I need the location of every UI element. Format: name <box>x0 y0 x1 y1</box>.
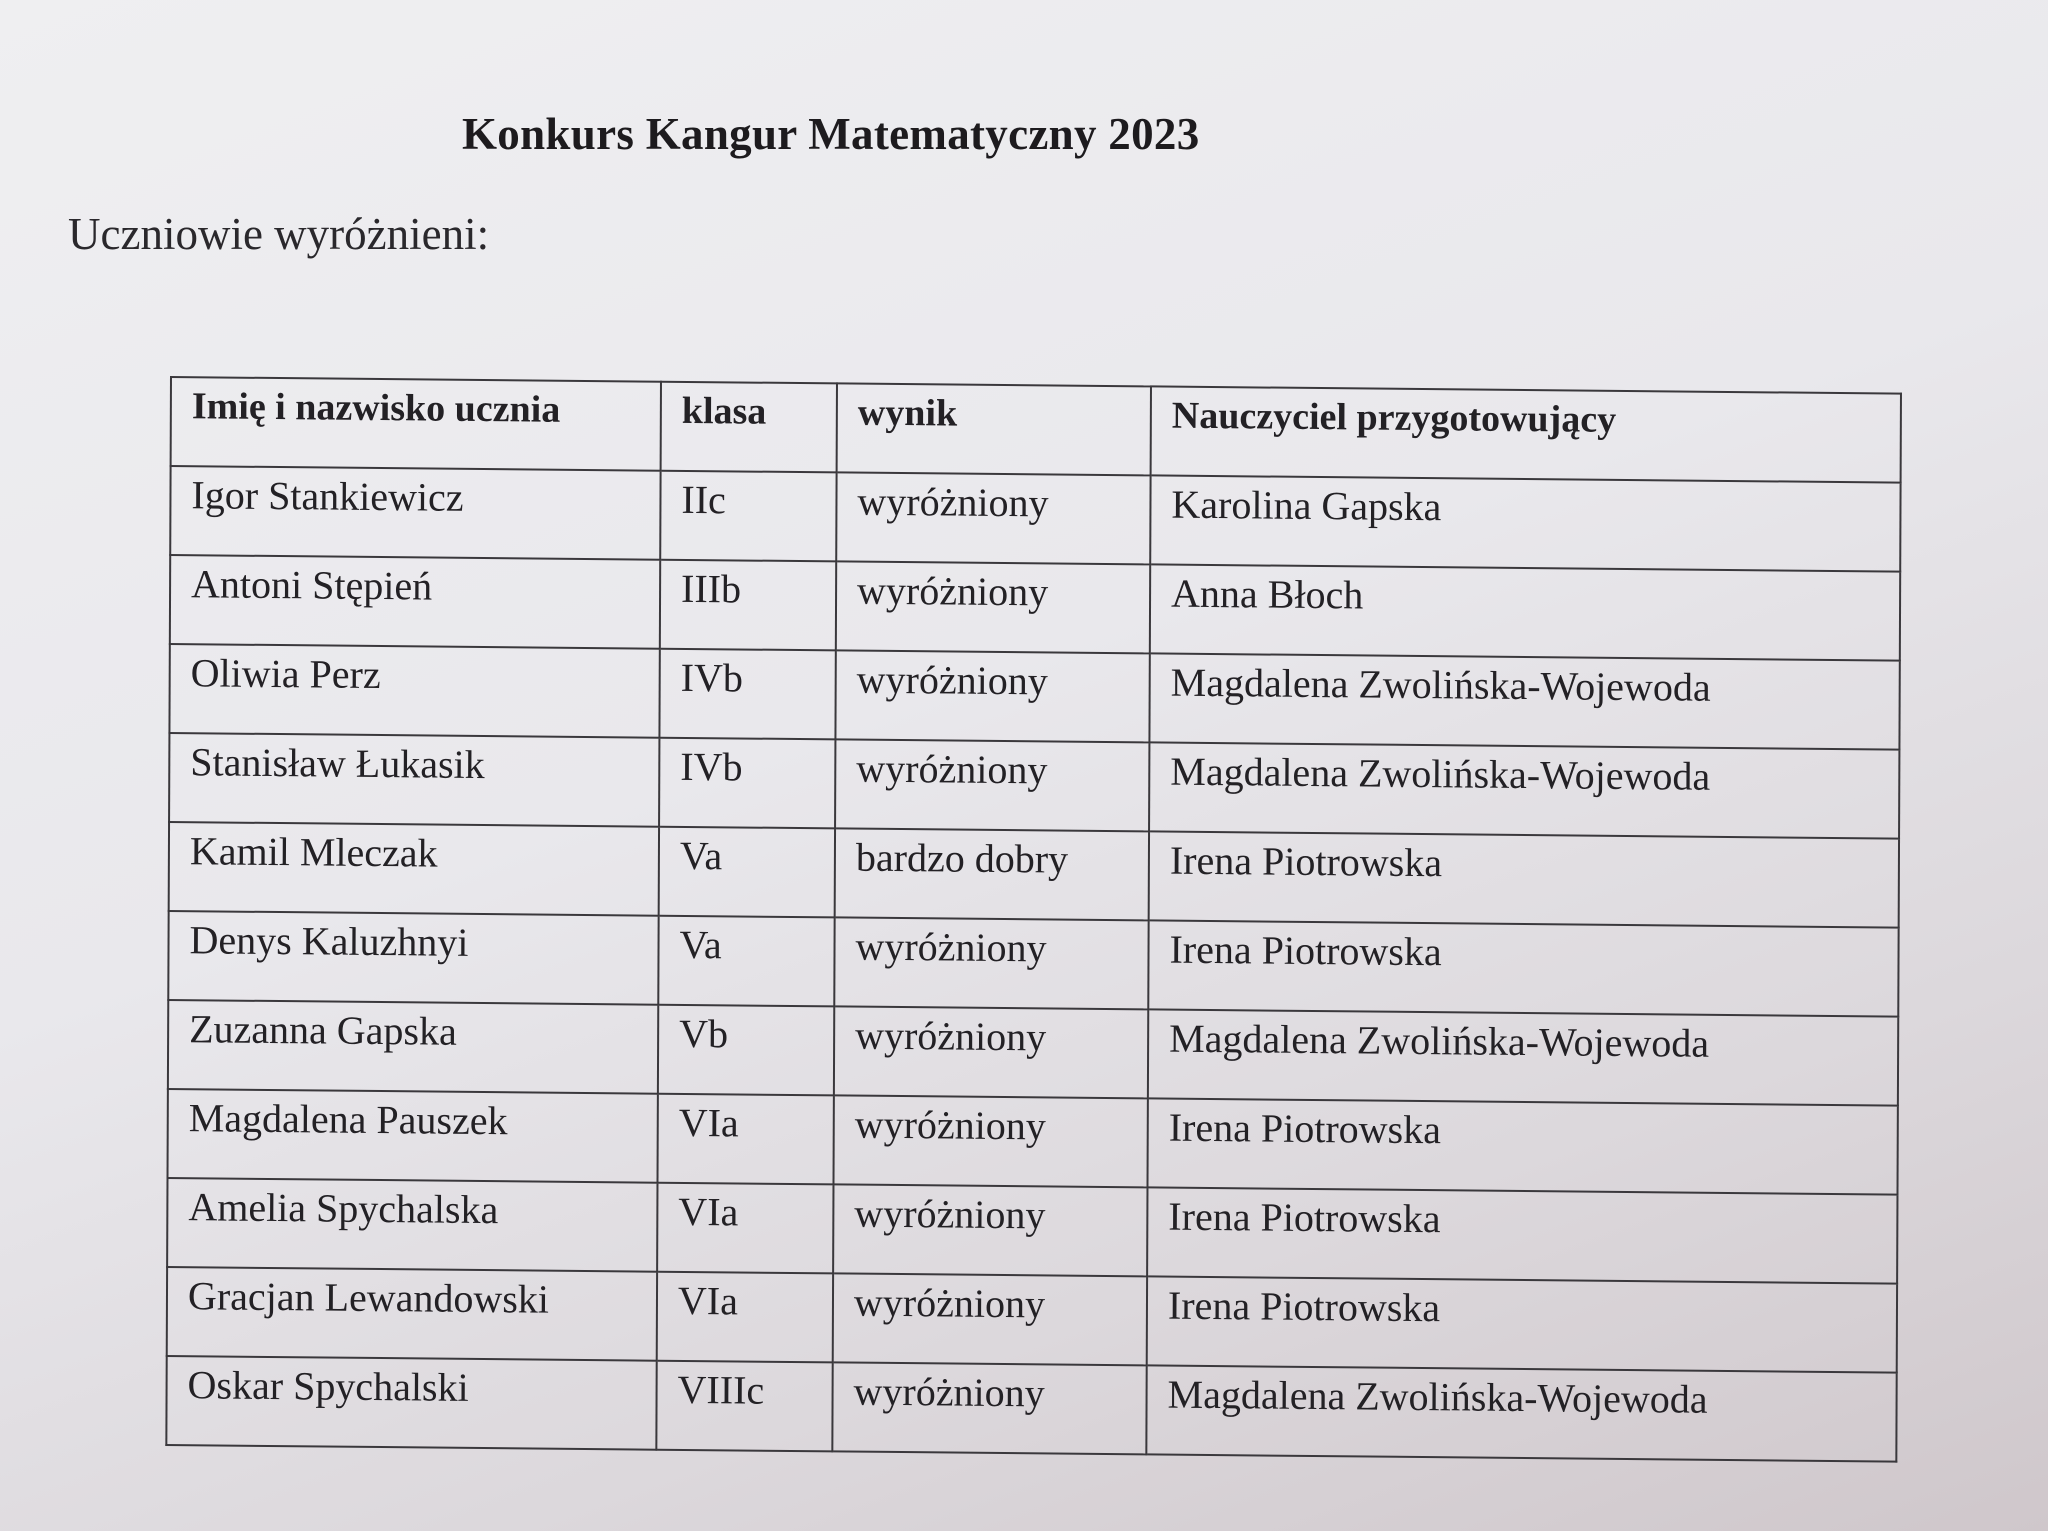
cell-result: bardzo dobry <box>835 828 1149 920</box>
cell-student-name: Stanisław Łukasik <box>169 733 659 827</box>
table-row <box>170 555 1900 661</box>
table-row <box>170 466 1900 572</box>
cell-student-name: Antoni Stępień <box>170 555 660 649</box>
table-row <box>169 822 1899 928</box>
cell-class: Vb <box>658 1005 834 1096</box>
table-row <box>167 1178 1897 1284</box>
cell-student-name: Amelia Spychalska <box>167 1178 657 1272</box>
cell-teacher: Magdalena Zwolińska-Wojewoda <box>1148 1009 1898 1105</box>
cell-class: Va <box>659 827 835 918</box>
cell-student-name: Denys Kaluzhnyi <box>168 911 658 1005</box>
cell-result: wyróżniony <box>832 1362 1146 1454</box>
cell-teacher: Irena Piotrowska <box>1147 1098 1897 1194</box>
cell-class: VIa <box>657 1183 833 1274</box>
document-subtitle: Uczniowie wyróżnieni: <box>68 209 490 259</box>
cell-teacher: Irena Piotrowska <box>1147 1276 1897 1372</box>
cell-teacher: Magdalena Zwolińska-Wojewoda <box>1146 1365 1896 1461</box>
cell-class: VIIIc <box>656 1361 832 1452</box>
cell-class: VIa <box>657 1094 833 1185</box>
header-student-name: Imię i nazwisko ucznia <box>171 377 661 471</box>
cell-student-name: Kamil Mleczak <box>169 822 659 916</box>
table-row <box>168 911 1898 1017</box>
cell-class: VIa <box>657 1272 833 1363</box>
cell-teacher: Irena Piotrowska <box>1149 831 1899 927</box>
table-body <box>166 466 1900 1462</box>
cell-student-name: Igor Stankiewicz <box>170 466 660 560</box>
results-table <box>165 376 1902 1463</box>
cell-teacher: Magdalena Zwolińska-Wojewoda <box>1149 742 1899 838</box>
cell-teacher: Magdalena Zwolińska-Wojewoda <box>1149 653 1899 749</box>
header-class: klasa <box>661 382 837 473</box>
table-row <box>166 1356 1896 1462</box>
cell-teacher: Karolina Gapska <box>1150 475 1900 571</box>
table-row <box>167 1267 1897 1373</box>
cell-result: wyróżniony <box>835 650 1149 742</box>
cell-student-name: Oskar Spychalski <box>166 1356 656 1450</box>
cell-student-name: Magdalena Pauszek <box>168 1089 658 1183</box>
table-row <box>168 1089 1898 1195</box>
header-result: wynik <box>837 383 1151 475</box>
cell-result: wyróżniony <box>834 917 1148 1009</box>
table-header-row <box>171 377 1901 483</box>
table-row <box>169 644 1899 750</box>
cell-result: wyróżniony <box>835 739 1149 831</box>
cell-class: IIc <box>660 471 836 562</box>
document-title: Konkurs Kangur Matematyczny 2023 <box>462 109 1200 159</box>
cell-result: wyróżniony <box>836 472 1150 564</box>
cell-class: IIIb <box>660 560 836 651</box>
table-row <box>168 1000 1898 1106</box>
cell-result: wyróżniony <box>833 1273 1147 1365</box>
cell-result: wyróżniony <box>834 1006 1148 1098</box>
cell-class: Va <box>658 916 834 1007</box>
cell-teacher: Irena Piotrowska <box>1147 1187 1897 1283</box>
cell-teacher: Irena Piotrowska <box>1148 920 1898 1016</box>
cell-result: wyróżniony <box>833 1095 1147 1187</box>
header-teacher: Nauczyciel przygotowujący <box>1151 386 1901 482</box>
cell-teacher: Anna Błoch <box>1150 564 1900 660</box>
cell-class: IVb <box>659 649 835 740</box>
cell-result: wyróżniony <box>836 561 1150 653</box>
cell-class: IVb <box>659 738 835 829</box>
table-row <box>169 733 1899 839</box>
cell-student-name: Zuzanna Gapska <box>168 1000 658 1094</box>
cell-result: wyróżniony <box>833 1184 1147 1276</box>
cell-student-name: Oliwia Perz <box>169 644 659 738</box>
cell-student-name: Gracjan Lewandowski <box>167 1267 657 1361</box>
